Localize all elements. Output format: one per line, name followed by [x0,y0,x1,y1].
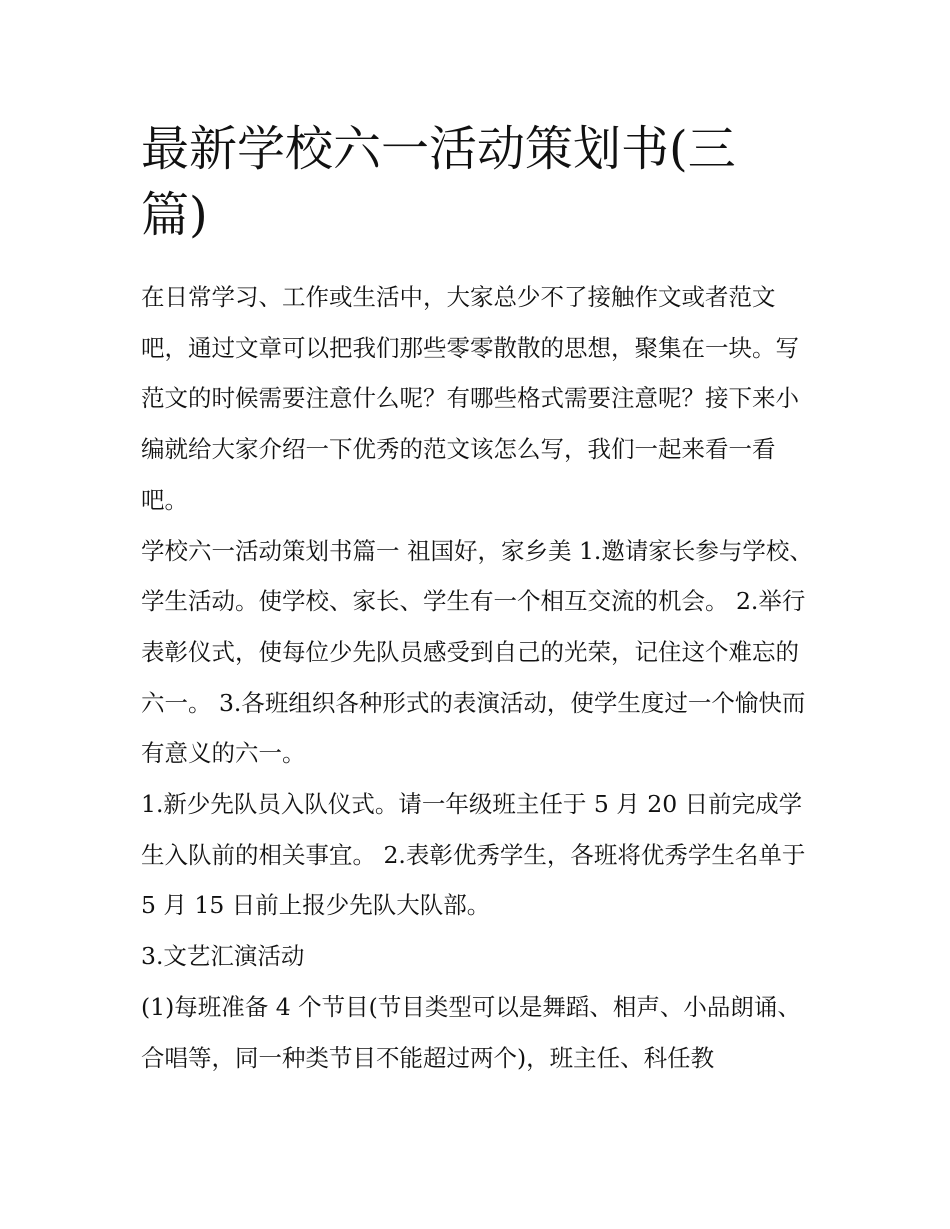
paragraph-performance-detail: (1)每班准备 4 个节目(节目类型可以是舞蹈、相声、小品朗诵、合唱等，同一种类节目不能超过两个)，班主任、科任教 [141,992,801,1072]
paragraph-plan-one: 学校六一活动策划书篇一 祖国好，家乡美 1.邀请家长参与学校、学生活动。使学校、家长、学生有一个相互交流的机会。 2.举行表彰仪式，使每位少先队员感受到自己的光荣，记住这个难忘的六一。 3.各班组织各种形式的表演活动，使学生度过一个愉快而有意义的六一。 [141,536,813,768]
paragraph-activities: 1.新少先队员入队仪式。请一年级班主任于 5 月 20 日前完成学生入队前的相关事宜。 2.表彰优秀学生，各班将优秀学生名单于 5 月 15 日前上报少先队大队部。 [141,790,806,920]
document-page [141,116,813,1083]
paragraph-performance-heading: 3.文艺汇演活动 [141,942,305,971]
document-title: 最新学校六一活动策划书(三篇) [141,121,736,243]
document-body [141,272,813,1083]
paragraph-intro: 在日常学习、工作或生活中，大家总少不了接触作文或者范文吧，通过文章可以把我们那些零零散散的思想，聚集在一块。写范文的时候需要注意什么呢？有哪些格式需要注意呢？接下来小编就给大家介绍一下优秀的范文该怎么写，我们一起来看一看吧。 [141,283,799,514]
